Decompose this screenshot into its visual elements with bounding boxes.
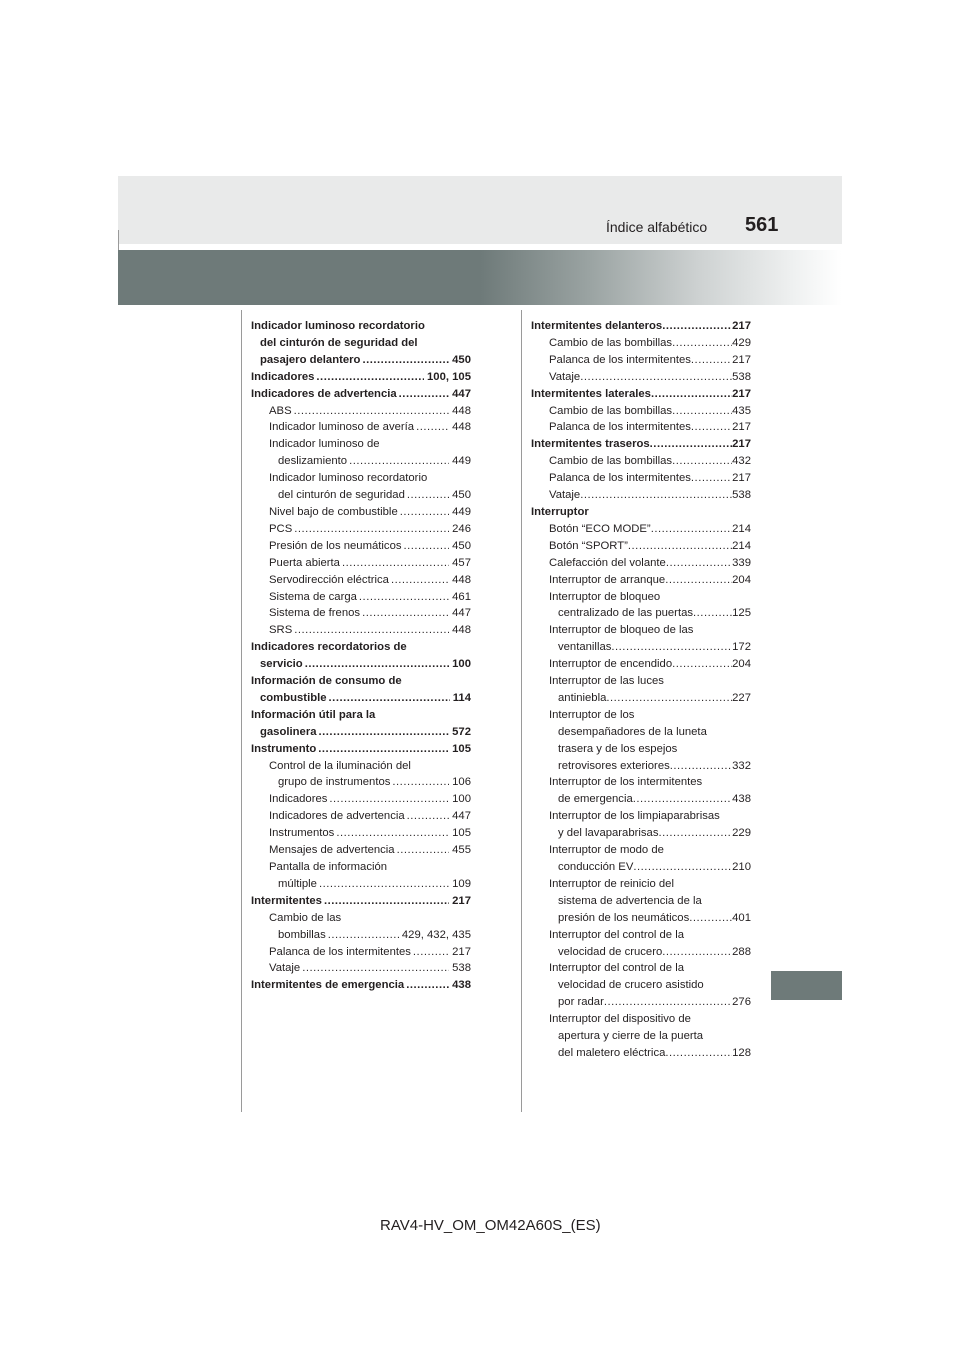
entry-text: Intermitentes delanteros xyxy=(531,320,663,332)
entry-line xyxy=(269,927,471,944)
dot-leader xyxy=(658,825,732,842)
entry-text: PCS xyxy=(269,522,293,535)
index-subentry xyxy=(531,335,751,352)
dot-leader xyxy=(672,656,732,673)
dot-leader xyxy=(391,572,449,589)
entry-text: gasolinera xyxy=(260,725,317,738)
index-subentry xyxy=(531,538,751,555)
entry-text: Interruptor de reinicio del xyxy=(549,877,674,890)
entry-text: Interruptor de los intermitentes xyxy=(549,776,703,789)
entry-line xyxy=(269,774,471,791)
dot-leader xyxy=(650,436,732,453)
index-subentry xyxy=(531,369,751,386)
index-subentry xyxy=(531,419,751,436)
dot-leader xyxy=(397,842,450,859)
entry-text: Puerta abierta xyxy=(269,556,340,569)
entry-text: Palanca de los intermitentes xyxy=(549,421,691,434)
dot-leader xyxy=(349,453,449,470)
entry-text: Información de consumo de xyxy=(251,675,402,688)
entry-text: ventanillas xyxy=(558,641,612,654)
entry-line xyxy=(549,605,751,622)
entry-text: Indicador luminoso de avería xyxy=(269,421,415,434)
page-ref: 429, 432, 435 xyxy=(401,928,471,941)
dot-leader xyxy=(606,690,732,707)
page-ref: 100, 105 xyxy=(427,370,471,383)
page-ref: 450 xyxy=(452,353,471,366)
entry-text: Información útil para la xyxy=(251,708,376,721)
index-subentry xyxy=(251,538,471,555)
index-subentry xyxy=(531,521,751,538)
page-ref: 204 xyxy=(732,573,751,586)
section-title: Índice alfabético xyxy=(606,219,708,235)
entry-text: Palanca de los intermitentes xyxy=(549,353,691,366)
entry-line xyxy=(251,352,471,369)
entry-text: del maletero eléctrica xyxy=(558,1046,666,1059)
index-subentry xyxy=(531,808,751,842)
entry-text: Intermitentes de emergencia xyxy=(251,979,405,992)
page-ref: 447 xyxy=(452,607,471,620)
entry-text: SRS xyxy=(269,624,293,637)
dot-leader xyxy=(651,521,732,538)
page-ref: 450 xyxy=(452,539,471,552)
page-ref: 538 xyxy=(732,370,751,383)
page-ref: 438 xyxy=(732,793,751,806)
entry-text: trasera y de los espejos xyxy=(558,742,678,755)
dot-leader xyxy=(665,1045,732,1062)
entry-text: Intermitentes laterales xyxy=(531,387,651,400)
entry-text: antiniebla xyxy=(558,691,607,704)
index-entry xyxy=(251,741,471,758)
dot-leader xyxy=(604,994,732,1011)
document-code: RAV4-HV_OM_OM42A60S_(ES) xyxy=(380,1217,601,1234)
header-gradient-bar xyxy=(118,250,842,305)
page-ref: 339 xyxy=(732,556,751,569)
dot-leader xyxy=(672,453,732,470)
dot-leader xyxy=(407,487,449,504)
page-ref: 125 xyxy=(732,607,751,620)
page-ref: 572 xyxy=(452,725,471,738)
entry-text: Palanca de los intermitentes xyxy=(269,945,411,958)
dot-leader xyxy=(665,572,732,589)
entry-text: Cambio de las bombillas xyxy=(549,404,673,417)
entry-text: del cinturón de seguridad del xyxy=(260,336,418,349)
entry-text: Vataje xyxy=(549,489,581,502)
page-ref: 447 xyxy=(452,810,471,823)
index-subentry xyxy=(531,673,751,707)
entry-text: Nivel bajo de combustible xyxy=(269,505,398,518)
index-entry xyxy=(531,318,751,335)
entry-text: Indicadores de advertencia xyxy=(269,810,405,823)
entry-text: Sistema de carga xyxy=(269,590,357,603)
index-entry xyxy=(251,673,471,707)
entry-line xyxy=(549,910,751,927)
dot-leader xyxy=(689,910,732,927)
entry-line xyxy=(251,656,471,673)
page-ref: 217 xyxy=(732,353,751,366)
dot-leader xyxy=(691,419,732,436)
chapter-side-tab xyxy=(771,971,842,1000)
entry-text: servicio xyxy=(260,658,303,671)
index-entry xyxy=(251,707,471,741)
index-subentry xyxy=(531,876,751,927)
entry-text: Calefacción del volante xyxy=(549,556,666,569)
entry-text: de emergencia xyxy=(558,793,633,806)
entry-text: Indicadores xyxy=(251,370,315,383)
page-ref: 246 xyxy=(452,522,471,535)
index-entry xyxy=(251,893,471,910)
entry-line xyxy=(549,944,751,961)
dot-leader xyxy=(324,893,449,910)
dot-leader xyxy=(329,690,450,707)
entry-text: apertura y cierre de la puerta xyxy=(558,1030,704,1043)
entry-text: Interruptor de bloqueo de las xyxy=(549,624,694,637)
index-subentry xyxy=(251,470,471,504)
entry-text: Vataje xyxy=(269,962,301,975)
entry-text: Interruptor de arranque xyxy=(549,573,666,586)
dot-leader xyxy=(404,538,450,555)
page-ref: 432 xyxy=(732,455,751,468)
dot-leader xyxy=(406,977,449,994)
entry-text: Sistema de frenos xyxy=(269,607,361,620)
header-band xyxy=(118,176,842,244)
index-entry xyxy=(251,369,471,386)
entry-text: Botón “SPORT” xyxy=(549,539,628,552)
dot-leader xyxy=(362,352,449,369)
entry-text: Interruptor de los xyxy=(549,708,635,721)
index-subentry xyxy=(251,622,471,639)
index-subentry xyxy=(531,487,751,504)
entry-text: presión de los neumáticos xyxy=(558,911,690,924)
dot-leader xyxy=(611,639,732,656)
entry-text: Mensajes de advertencia xyxy=(269,844,395,857)
page-ref: 128 xyxy=(732,1046,751,1059)
dot-leader xyxy=(413,944,449,961)
entry-text: Indicadores recordatorios de xyxy=(251,641,407,654)
entry-text: Interruptor de las luces xyxy=(549,675,664,688)
dot-leader xyxy=(302,960,449,977)
entry-text: Intermitentes xyxy=(251,894,322,907)
index-subentry xyxy=(531,572,751,589)
entry-text: por radar xyxy=(558,996,604,1009)
index-subentry xyxy=(251,555,471,572)
entry-line xyxy=(549,1045,751,1062)
index-entry xyxy=(251,386,471,403)
index-subentry xyxy=(251,521,471,538)
entry-text: sistema de advertencia de la xyxy=(558,894,702,907)
entry-text: Palanca de los intermitentes xyxy=(549,472,691,485)
entry-text: pasajero delantero xyxy=(260,353,361,366)
entry-text: Interruptor del dispositivo de xyxy=(549,1013,691,1026)
index-subentry xyxy=(531,656,751,673)
entry-text: Vataje xyxy=(549,370,581,383)
dot-leader xyxy=(400,504,449,521)
entry-line xyxy=(269,487,471,504)
page-ref: 217 xyxy=(732,472,751,485)
dot-leader xyxy=(580,487,732,504)
entry-line xyxy=(269,876,471,893)
entry-text: conducción EV xyxy=(558,861,634,873)
index-subentry xyxy=(531,774,751,808)
entry-text: Interruptor del control de la xyxy=(549,962,685,975)
index-subentry xyxy=(251,436,471,470)
entry-text: Indicador luminoso recordatorio xyxy=(251,320,425,332)
dot-leader xyxy=(294,521,449,538)
dot-leader xyxy=(407,808,449,825)
page-ref: 455 xyxy=(452,844,471,857)
page-ref: 448 xyxy=(452,573,471,586)
dot-leader xyxy=(319,724,450,741)
page-ref: 217 xyxy=(732,438,751,451)
dot-leader xyxy=(672,335,732,352)
page-ref: 100 xyxy=(452,793,471,806)
index-subentry xyxy=(531,555,751,572)
dot-leader xyxy=(580,369,732,386)
entry-text: desempañadores de la luneta xyxy=(558,725,707,738)
index-subentry xyxy=(251,808,471,825)
dot-leader xyxy=(666,555,732,572)
page-ref: 106 xyxy=(452,776,471,789)
dot-leader xyxy=(693,605,732,622)
page-ref: 276 xyxy=(732,996,751,1009)
entry-line xyxy=(549,825,751,842)
index-subentry xyxy=(531,453,751,470)
entry-text: Indicador luminoso recordatorio xyxy=(269,472,428,485)
index-subentry xyxy=(251,910,471,944)
entry-text: grupo de instrumentos xyxy=(278,776,391,789)
dot-leader xyxy=(329,791,449,808)
page-ref: 214 xyxy=(732,522,751,535)
page-ref: 449 xyxy=(452,455,471,468)
dot-leader xyxy=(633,859,732,876)
entry-text: combustible xyxy=(260,691,327,704)
dot-leader xyxy=(316,369,424,386)
dot-leader xyxy=(342,555,449,572)
entry-text: Interruptor de modo de xyxy=(549,844,664,857)
index-subentry xyxy=(531,589,751,623)
index-subentry xyxy=(531,470,751,487)
page-ref: 217 xyxy=(732,387,751,400)
page-ref: 449 xyxy=(452,505,471,518)
page-ref: 448 xyxy=(452,624,471,637)
index-subentry xyxy=(251,572,471,589)
entry-text: velocidad de crucero xyxy=(558,945,663,958)
index-entry xyxy=(251,977,471,994)
index-subentry xyxy=(251,944,471,961)
page-ref: 538 xyxy=(452,962,471,975)
dot-leader xyxy=(362,605,449,622)
entry-text: Indicadores xyxy=(269,793,328,806)
entry-text: Pantalla de información xyxy=(269,861,388,873)
entry-text: Indicador luminoso de xyxy=(269,438,380,451)
index-subentry xyxy=(531,927,751,961)
entry-text: Indicadores de advertencia xyxy=(251,387,397,400)
entry-line xyxy=(549,690,751,707)
index-subentry xyxy=(531,707,751,775)
entry-text: Cambio de las bombillas xyxy=(549,455,673,468)
column-divider-right xyxy=(521,310,522,1112)
dot-leader xyxy=(628,538,732,555)
index-subentry xyxy=(251,419,471,436)
index-subentry xyxy=(251,842,471,859)
page-ref: 217 xyxy=(452,945,471,958)
entry-text: múltiple xyxy=(278,877,317,890)
entry-text: Interruptor de encendido xyxy=(549,658,673,671)
entry-text: Intermitentes traseros xyxy=(531,438,650,451)
page-ref: 114 xyxy=(452,691,471,704)
page-ref: 204 xyxy=(732,658,751,671)
index-column-right xyxy=(531,318,751,1062)
index-subentry xyxy=(251,403,471,420)
page-ref: 105 xyxy=(452,742,471,755)
index-subentry xyxy=(531,1011,751,1062)
index-subentry xyxy=(251,589,471,606)
entry-text: Cambio de las xyxy=(269,911,342,924)
index-subentry xyxy=(251,758,471,792)
entry-text: del cinturón de seguridad xyxy=(278,489,405,502)
page-ref: 450 xyxy=(452,489,471,502)
dot-leader xyxy=(416,419,449,436)
dot-leader xyxy=(662,318,732,335)
entry-text: Instrumentos xyxy=(269,827,335,840)
entry-text: velocidad de crucero asistido xyxy=(558,979,704,992)
index-column-left xyxy=(251,318,471,994)
dot-leader xyxy=(672,403,732,420)
index-entry xyxy=(531,436,751,453)
dot-leader xyxy=(691,352,732,369)
entry-line xyxy=(251,690,471,707)
entry-text: centralizado de las puertas xyxy=(558,607,694,620)
dot-leader xyxy=(399,386,449,403)
dot-leader xyxy=(633,791,732,808)
page-ref: 438 xyxy=(452,979,471,992)
dot-leader xyxy=(294,622,449,639)
entry-text: Botón “ECO MODE” xyxy=(549,522,651,535)
index-subentry xyxy=(531,403,751,420)
index-entry xyxy=(251,639,471,673)
page-ref: 288 xyxy=(732,945,751,958)
entry-line xyxy=(251,724,471,741)
entry-line xyxy=(549,859,751,876)
page-ref: 401 xyxy=(732,911,751,924)
page-ref: 172 xyxy=(732,641,751,654)
page-ref: 214 xyxy=(732,539,751,552)
page-ref: 461 xyxy=(452,590,471,603)
column-divider-left xyxy=(241,310,242,1112)
entry-text: Servodirección eléctrica xyxy=(269,573,389,586)
page-ref: 217 xyxy=(732,320,751,332)
page-ref: 229 xyxy=(732,827,751,840)
page-ref: 100 xyxy=(452,658,471,671)
entry-line xyxy=(269,453,471,470)
page-ref: 538 xyxy=(732,489,751,502)
index-subentry xyxy=(251,859,471,893)
dot-leader xyxy=(670,758,732,775)
entry-text: Cambio de las bombillas xyxy=(549,336,673,349)
dot-leader xyxy=(305,656,449,673)
page-ref: 210 xyxy=(732,861,751,873)
entry-text: Interruptor de los limpiaparabrisas xyxy=(549,810,720,823)
dot-leader xyxy=(328,927,399,944)
page-ref: 448 xyxy=(452,404,471,417)
dot-leader xyxy=(336,825,449,842)
index-subentry xyxy=(251,504,471,521)
page-ref: 217 xyxy=(452,894,471,907)
entry-text: deslizamiento xyxy=(278,455,348,468)
page-ref: 227 xyxy=(732,691,751,704)
page-ref: 105 xyxy=(452,827,471,840)
entry-text: Control de la iluminación del xyxy=(269,759,411,772)
index-entry xyxy=(251,318,471,369)
index-subentry xyxy=(531,352,751,369)
page-ref: 429 xyxy=(732,336,751,349)
entry-text: ABS xyxy=(269,404,292,417)
entry-line xyxy=(549,994,751,1011)
index-subentry xyxy=(251,791,471,808)
entry-line xyxy=(549,639,751,656)
dot-leader xyxy=(662,944,732,961)
entry-text: bombillas xyxy=(278,928,326,941)
entry-line xyxy=(549,758,751,775)
page-ref: 332 xyxy=(732,759,751,772)
page-ref: 217 xyxy=(732,421,751,434)
index-subentry xyxy=(251,960,471,977)
page-ref: 109 xyxy=(452,877,471,890)
entry-line xyxy=(549,791,751,808)
index-entry xyxy=(531,386,751,403)
dot-leader xyxy=(319,876,449,893)
entry-text: Interruptor del control de la xyxy=(549,928,685,941)
entry-text: y del lavaparabrisas xyxy=(558,827,659,840)
dot-leader xyxy=(691,470,732,487)
index-entry: Interruptor xyxy=(531,505,589,518)
entry-text: Interruptor de bloqueo xyxy=(549,590,661,603)
dot-leader xyxy=(651,386,732,403)
page-ref: 435 xyxy=(732,404,751,417)
entry-text: retrovisores exteriores xyxy=(558,759,670,772)
dot-leader xyxy=(392,774,449,791)
dot-leader xyxy=(318,741,449,758)
entry-text: Presión de los neumáticos xyxy=(269,539,402,552)
page-ref: 448 xyxy=(452,421,471,434)
index-subentry xyxy=(531,960,751,1011)
index-subentry xyxy=(531,622,751,656)
header-divider xyxy=(118,230,119,250)
index-subentry xyxy=(531,842,751,876)
index-subentry xyxy=(251,825,471,842)
page-ref: 447 xyxy=(452,387,471,400)
dot-leader xyxy=(359,589,449,606)
dot-leader xyxy=(294,403,450,420)
page-ref: 457 xyxy=(452,556,471,569)
entry-text: Instrumento xyxy=(251,742,317,755)
page-number: 561 xyxy=(745,214,779,236)
index-subentry xyxy=(251,605,471,622)
